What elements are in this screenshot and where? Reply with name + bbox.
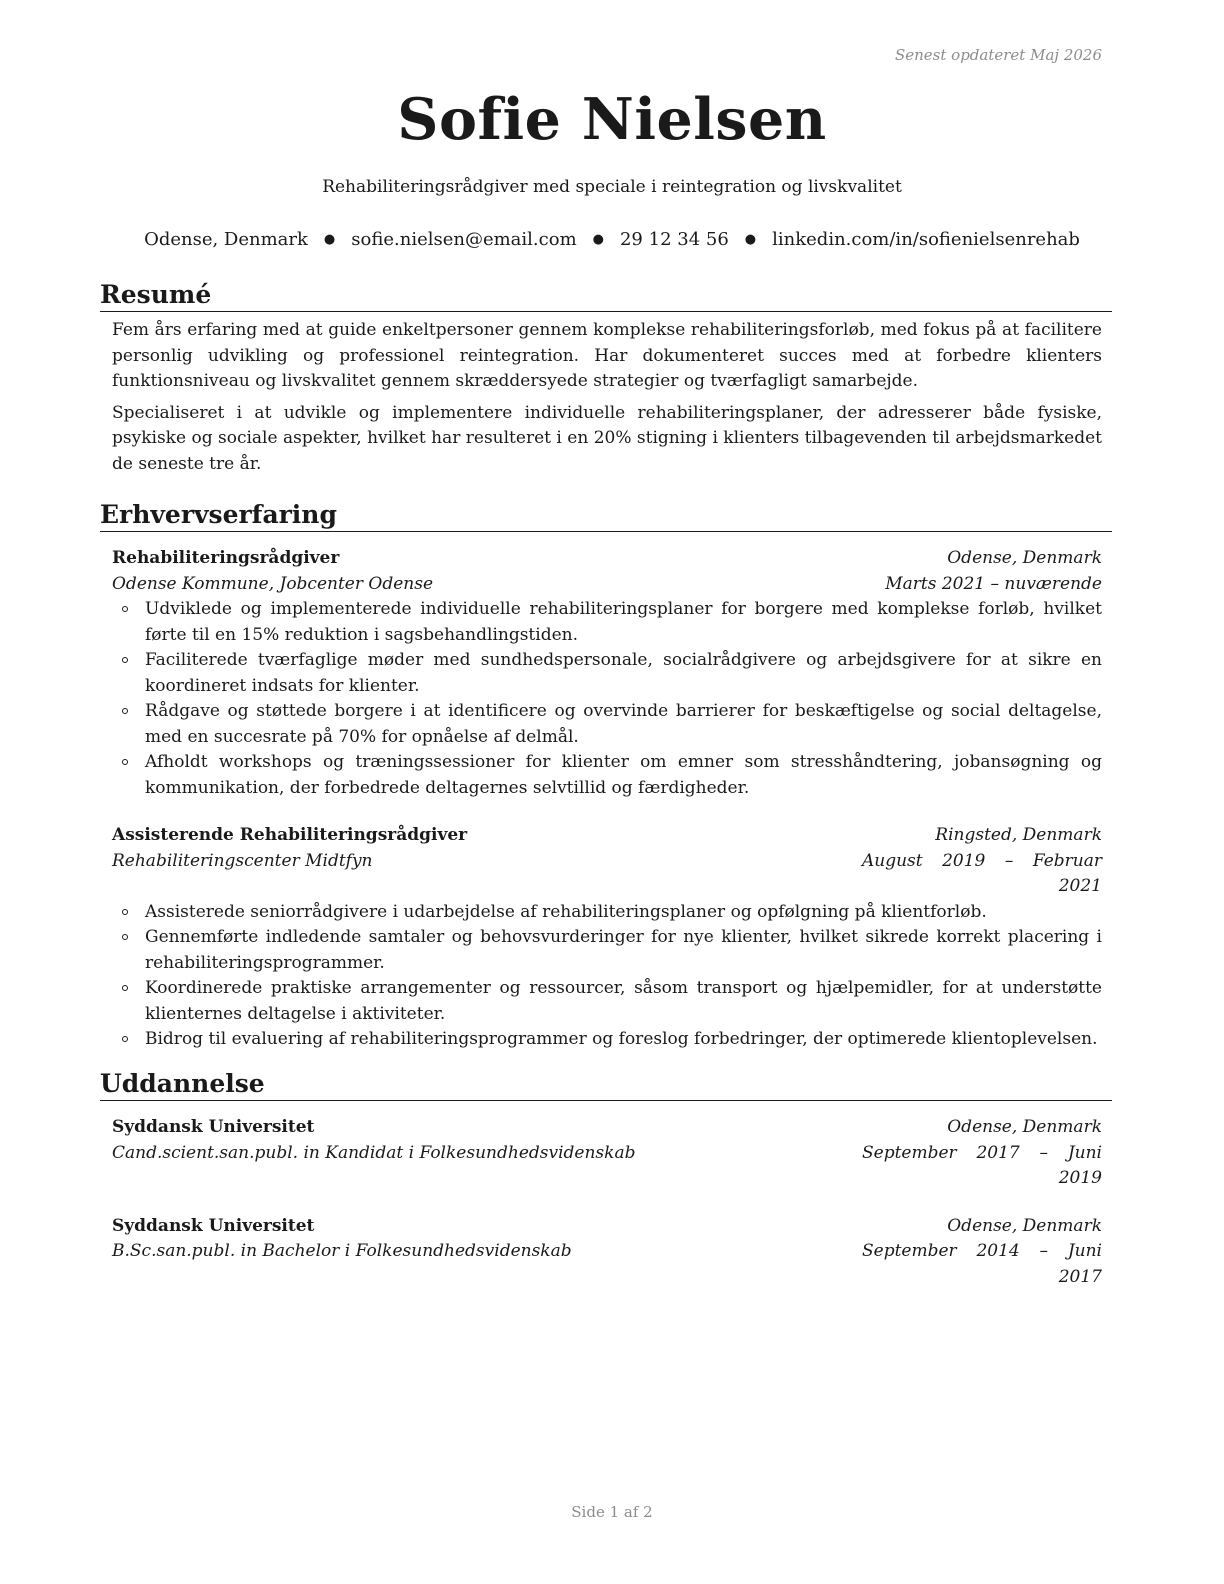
job-entry: [100, 823, 1112, 1053]
bullet-text: Rådgave og støttede borgere i at identificere og overvinde barrierer for beskæftigelse og social deltagelse, med en succesrate på 70% for opnåelse af delmål.: [145, 701, 1102, 747]
degree: B.Sc.san.publ. in Bachelor i Folkesundhedsvidenskab: [112, 1241, 572, 1261]
contact-line: [0, 229, 1224, 250]
bullet-text: Koordinerede praktiske arrangementer og ressourcer, såsom transport og hjælpemidler, for at understøtte klienternes deltagelse i aktiviteter.: [145, 978, 1102, 1024]
education-entry: [100, 1115, 1112, 1192]
education-entry: [100, 1214, 1112, 1291]
circle-bullet-icon: [122, 985, 128, 991]
contact-linkedin[interactable]: linkedin.com/in/sofienielsenrehab: [772, 229, 1080, 250]
circle-bullet-icon: [122, 934, 128, 940]
summary-paragraph: Fem års erfaring med at guide enkeltpersoner gennem komplekse rehabiliteringsforløb, med fokus på at facilitere personlig udvikling og professionel reintegration. Har dokumenteret succes med at forbedre klienters funktionsniveau og livskvalitet gennem skræddersyede strategier og tværfagligt samarbejde.: [112, 320, 1102, 391]
job-dates: Marts 2021 – nuværende: [885, 573, 1102, 594]
job-subheader: [112, 849, 1102, 900]
circle-bullet-icon: [122, 909, 128, 915]
section-title: Uddannelse: [100, 1069, 1112, 1101]
list-item: [112, 699, 1102, 750]
circle-bullet-icon: [122, 606, 128, 612]
bullet-text: Afholdt workshops og træningssessioner for klienter om emner som stresshåndtering, jobansøgning og kommunikation, der forbedrede deltagernes selvtillid og færdigheder.: [145, 752, 1102, 798]
job-bullets: [112, 597, 1102, 801]
circle-bullet-icon: [122, 759, 128, 765]
list-item: [112, 750, 1102, 801]
list-item: [112, 976, 1102, 1027]
circle-bullet-icon: [122, 657, 128, 663]
list-item: [112, 597, 1102, 648]
job-header: [112, 823, 1102, 849]
job-role: Assisterende Rehabiliteringsrådgiver: [112, 825, 468, 845]
job-location: Odense, Denmark: [947, 548, 1102, 568]
contact-email[interactable]: sofie.nielsen@email.com: [351, 229, 577, 250]
job-entry: [100, 546, 1112, 801]
bullet-text: Udviklede og implementerede individuelle rehabiliteringsplaner for borgere med komplekse forløb, hvilket førte til en 15% reduktion i sagsbehandlingstiden.: [145, 599, 1102, 645]
list-item: [112, 900, 1102, 926]
education-dates: September 2014 – Juni 2017: [862, 1241, 1102, 1287]
education-header: [112, 1115, 1102, 1141]
job-subheader: [112, 572, 1102, 598]
education-header: [112, 1214, 1102, 1240]
job-bullets: [112, 900, 1102, 1053]
education-subheader: [112, 1239, 1102, 1290]
summary-body: [112, 318, 1102, 477]
bullet-text: Gennemførte indledende samtaler og behovsvurderinger for nye klienter, hvilket sikrede korrekt placering i rehabiliteringsprogrammer.: [145, 927, 1102, 973]
education-dates: September 2017 – Juni 2019: [862, 1142, 1102, 1188]
headline: Rehabiliteringsrådgiver med speciale i reintegration og livskvalitet: [322, 177, 902, 197]
job-organization: Rehabiliteringscenter Midtfyn: [112, 850, 373, 871]
page-number: Side 1 af 2: [571, 1503, 653, 1521]
list-item: [112, 648, 1102, 699]
degree: Cand.scient.san.publ. in Kandidat i Folkesundhedsvidenskab: [112, 1142, 636, 1163]
education-subheader: [112, 1141, 1102, 1192]
job-dates: August 2019 – Februar 2021: [862, 850, 1102, 896]
contact-phone: 29 12 34 56: [619, 229, 729, 250]
bullet-separator-icon: ●: [323, 232, 336, 247]
school-location: Odense, Denmark: [947, 1117, 1102, 1137]
bullet-text: Assisterede seniorrådgivere i udarbejdelse af rehabiliteringsplaner og opfølgning på klientforløb.: [145, 901, 987, 922]
job-organization: Odense Kommune, Jobcenter Odense: [112, 573, 433, 594]
section-title: Erhvervserfaring: [100, 500, 1112, 532]
bullet-text: Bidrog til evaluering af rehabiliteringsprogrammer og foreslog forbedringer, der optimerede klientoplevelsen.: [145, 1029, 1098, 1049]
bullet-text: Faciliterede tværfaglige møder med sundhedspersonale, socialrådgivere og arbejdsgivere for at sikre en koordineret indsats for klienter.: [145, 650, 1102, 696]
job-header: [112, 546, 1102, 572]
list-item: [112, 925, 1102, 976]
job-role: Rehabiliteringsrådgiver: [112, 548, 340, 568]
experience-section: [100, 500, 1112, 1053]
candidate-name: Sofie Nielsen: [397, 86, 827, 153]
education-section: [100, 1069, 1112, 1290]
school-location: Odense, Denmark: [947, 1215, 1102, 1236]
summary-section: [100, 280, 1112, 477]
circle-bullet-icon: [122, 1036, 128, 1042]
bullet-separator-icon: ●: [744, 232, 757, 247]
section-title: Resumé: [100, 280, 1112, 312]
list-item: [112, 1027, 1102, 1053]
school-name: Syddansk Universitet: [112, 1117, 315, 1137]
last-updated: Senest opdateret Maj 2026: [894, 46, 1102, 64]
bullet-separator-icon: ●: [592, 232, 604, 247]
school-name: Syddansk Universitet: [112, 1215, 315, 1236]
job-location: Ringsted, Denmark: [935, 825, 1102, 845]
circle-bullet-icon: [122, 708, 128, 714]
contact-location: Odense, Denmark: [144, 229, 308, 250]
summary-paragraph: Specialiseret i at udvikle og implementere individuelle rehabiliteringsplaner, der adresserer både fysiske, psykiske og sociale aspekter, hvilket har resulteret i en 20% stigning i klienters tilbagevenden til arbejdsmarkedet de seneste tre år.: [112, 402, 1102, 474]
